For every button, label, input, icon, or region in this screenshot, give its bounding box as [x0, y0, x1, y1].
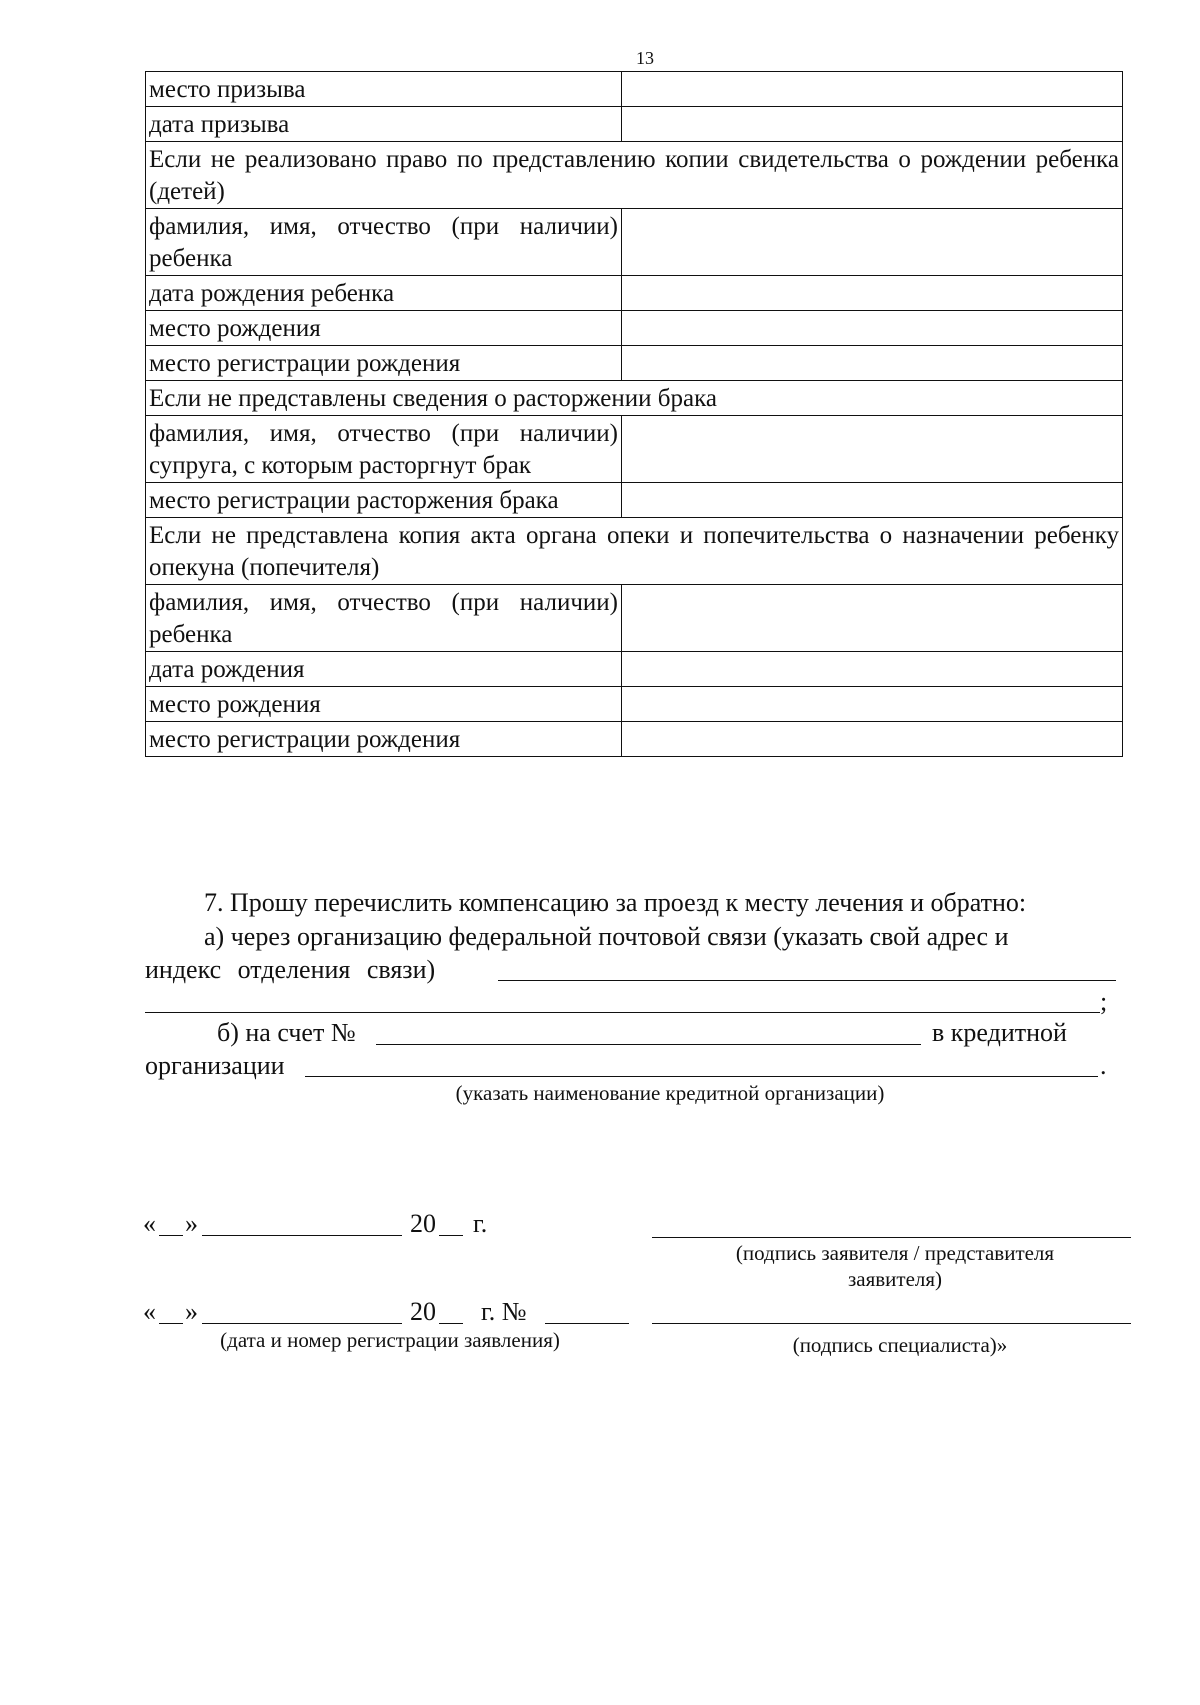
table-row	[146, 687, 1123, 722]
payment-option-b-suffix: в кредитной	[932, 1018, 1067, 1047]
table-row	[146, 311, 1123, 346]
table-row	[146, 72, 1123, 107]
payment-heading: 7. Прошу перечислить компенсацию за проезд к месту лечения и обратно:	[204, 888, 1027, 917]
postal-address-field-cont[interactable]	[145, 1012, 1100, 1013]
field-ward-full-name[interactable]	[622, 585, 1123, 652]
reg-year-prefix: 20	[410, 1297, 436, 1326]
payment-option-b-text-cont: организации	[145, 1051, 285, 1080]
section-header-guardianship: Если не представлена копия акта органа опеки и попечительства о назначении ребенку опекуна (попечителя)	[146, 518, 1123, 585]
table-row	[146, 381, 1123, 416]
label-birth-place: место рождения	[146, 311, 622, 346]
reg-date-quote-open: «	[143, 1297, 156, 1326]
payment-option-a-text: а) через организацию федеральной почтовой связи (указать свой адрес и	[204, 922, 1009, 951]
field-child-birth-date[interactable]	[622, 276, 1123, 311]
bank-name-caption: (указать наименование кредитной организации)	[455, 1081, 885, 1105]
period: .	[1100, 1051, 1107, 1080]
field-date-of-conscription[interactable]	[622, 107, 1123, 142]
field-place-of-conscription[interactable]	[622, 72, 1123, 107]
table-row	[146, 722, 1123, 757]
semicolon: ;	[1100, 987, 1108, 1016]
year-field[interactable]	[439, 1235, 463, 1236]
postal-address-field[interactable]	[498, 980, 1116, 981]
table-row	[146, 142, 1123, 209]
reg-year-suffix: г. №	[481, 1297, 527, 1326]
table-row	[146, 209, 1123, 276]
label-divorce-registration-place: место регистрации расторжения брака	[146, 483, 622, 518]
applicant-details-table	[145, 71, 1123, 757]
reg-year-field[interactable]	[439, 1323, 463, 1324]
table-row	[146, 518, 1123, 585]
reg-day-field[interactable]	[159, 1323, 183, 1324]
field-ward-birth-date[interactable]	[622, 652, 1123, 687]
month-field[interactable]	[202, 1235, 402, 1236]
field-ward-birth-registration[interactable]	[622, 722, 1123, 757]
payment-option-a-text-cont: индекс отделения связи)	[145, 955, 436, 984]
table-row	[146, 346, 1123, 381]
bank-name-field[interactable]	[305, 1076, 1098, 1077]
applicant-signature-field[interactable]	[652, 1237, 1131, 1238]
label-ward-birth-registration: место регистрации рождения	[146, 722, 622, 757]
registration-caption: (дата и номер регистрации заявления)	[220, 1328, 560, 1352]
label-date-of-conscription: дата призыва	[146, 107, 622, 142]
label-child-full-name: фамилия, имя, отчество (при наличии) ребенка	[146, 209, 622, 276]
field-birth-registration-place[interactable]	[622, 346, 1123, 381]
specialist-signature-field[interactable]	[652, 1323, 1131, 1324]
reg-month-field[interactable]	[202, 1323, 402, 1324]
label-birth-registration-place: место регистрации рождения	[146, 346, 622, 381]
payment-option-b-text: б) на счет №	[217, 1018, 356, 1047]
label-ward-birth-date: дата рождения	[146, 652, 622, 687]
table-row	[146, 585, 1123, 652]
table-row	[146, 107, 1123, 142]
field-child-full-name[interactable]	[622, 209, 1123, 276]
date-quote-open: «	[143, 1209, 156, 1238]
field-divorce-registration-place[interactable]	[622, 483, 1123, 518]
table-row	[146, 652, 1123, 687]
account-number-field[interactable]	[376, 1044, 921, 1045]
reg-date-quote-close: »	[185, 1297, 198, 1326]
section-header-birth-certificate: Если не реализовано право по представлению копии свидетельства о рождении ребенка (детей)	[146, 142, 1123, 209]
applicant-signature-caption: (подпись заявителя / представителя заявителя)	[735, 1241, 1055, 1291]
label-place-of-conscription: место призыва	[146, 72, 622, 107]
day-field[interactable]	[159, 1235, 183, 1236]
specialist-signature-caption: (подпись специалиста)»	[792, 1333, 1008, 1357]
date-quote-close: »	[185, 1209, 198, 1238]
label-ex-spouse-full-name: фамилия, имя, отчество (при наличии) супруга, с которым расторгнут брак	[146, 416, 622, 483]
field-ward-birth-place[interactable]	[622, 687, 1123, 722]
field-birth-place[interactable]	[622, 311, 1123, 346]
reg-number-field[interactable]	[545, 1323, 629, 1324]
year-prefix: 20	[410, 1209, 436, 1238]
table-row	[146, 416, 1123, 483]
page-number: 13	[636, 48, 654, 68]
label-ward-birth-place: место рождения	[146, 687, 622, 722]
section-header-divorce: Если не представлены сведения о расторжении брака	[146, 381, 1123, 416]
table-row	[146, 276, 1123, 311]
table-row	[146, 483, 1123, 518]
year-suffix: г.	[473, 1209, 488, 1238]
label-ward-full-name: фамилия, имя, отчество (при наличии) ребенка	[146, 585, 622, 652]
label-child-birth-date: дата рождения ребенка	[146, 276, 622, 311]
field-ex-spouse-full-name[interactable]	[622, 416, 1123, 483]
